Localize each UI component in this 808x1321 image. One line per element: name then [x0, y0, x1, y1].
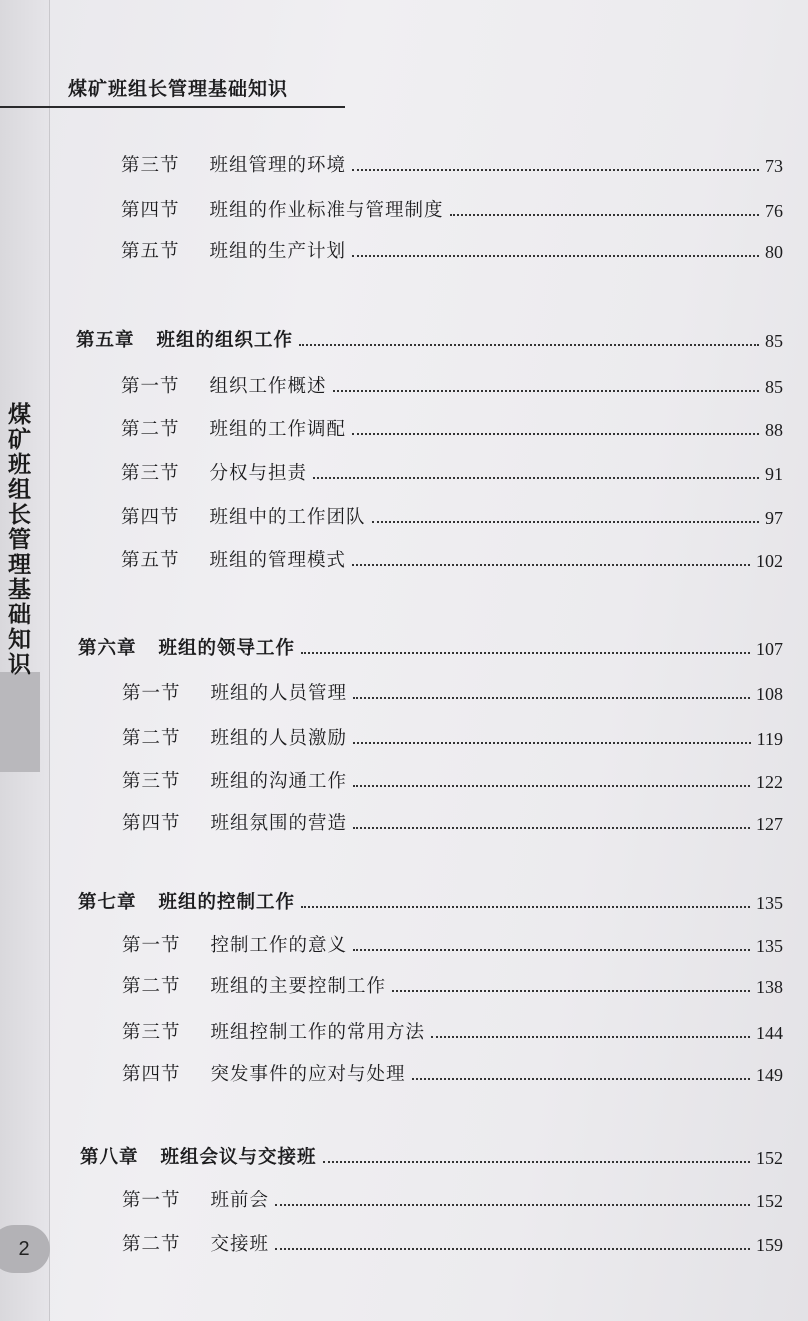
toc-entry-page: 108	[756, 684, 783, 704]
toc-dot-leader	[352, 254, 759, 257]
toc-entry-label: 第二节	[122, 1234, 181, 1255]
toc-dot-leader	[275, 1203, 750, 1206]
toc-chapter-entry	[78, 884, 783, 914]
toc-entry-page: 127	[756, 814, 783, 834]
toc-chapter-entry	[80, 1139, 783, 1169]
toc-entry-page: 138	[756, 977, 783, 997]
toc-entry-page: 85	[765, 331, 783, 351]
toc-dot-leader	[431, 1035, 750, 1038]
toc-dot-leader	[392, 989, 750, 992]
toc-dot-leader	[333, 389, 759, 392]
toc-dot-leader	[353, 948, 750, 951]
toc-entry	[122, 1226, 783, 1256]
toc-entry-page: 119	[756, 729, 783, 749]
toc-entry-label: 第二节	[121, 419, 180, 440]
toc-entry-page: 135	[756, 893, 783, 913]
toc-entry-page: 91	[765, 464, 783, 484]
toc-entry-title: 班组控制工作的常用方法	[210, 1022, 426, 1043]
toc-entry-page: 152	[756, 1148, 783, 1168]
toc-entry-label: 第三节	[121, 155, 180, 176]
toc-entry-title: 组织工作概述	[209, 376, 327, 397]
toc-dot-leader	[352, 168, 759, 171]
toc-entry-page: 85	[765, 377, 783, 397]
toc-dot-leader	[353, 784, 750, 787]
toc-entry-label: 第四节	[121, 507, 180, 528]
toc-dot-leader	[353, 826, 750, 829]
toc-entry-page: 159	[756, 1235, 783, 1255]
running-head-title: 煤矿班组长管理基础知识	[68, 78, 289, 100]
toc-entry-title: 班组的作业标准与管理制度	[209, 200, 444, 221]
toc-entry-title: 班组的人员激励	[210, 728, 348, 749]
toc-dot-leader	[450, 213, 759, 216]
toc-entry-page: 97	[765, 508, 783, 528]
toc-dot-leader	[353, 741, 751, 744]
toc-entry-title: 班组中的工作团队	[209, 507, 366, 528]
toc-entry	[122, 763, 783, 793]
toc-dot-leader	[275, 1247, 750, 1250]
toc-entry-label: 第二节	[122, 728, 181, 749]
toc-dot-leader	[301, 905, 750, 908]
toc-entry-label: 第一节	[122, 683, 181, 704]
toc-entry-page: 76	[765, 201, 783, 221]
toc-chapter-entry	[76, 322, 783, 352]
toc-entry-title: 交接班	[210, 1234, 270, 1255]
toc-entry	[122, 927, 783, 957]
toc-entry	[121, 233, 783, 263]
toc-entry-label: 第一节	[122, 935, 181, 956]
toc-chapter-label: 第七章	[78, 892, 137, 913]
toc-dot-leader	[353, 696, 750, 699]
toc-entry-title: 班组管理的环境	[209, 155, 347, 176]
spine-book-title: 煤矿班组长管理基础知识	[4, 402, 30, 677]
toc-entry	[121, 411, 783, 441]
toc-entry-page: 107	[756, 639, 783, 659]
toc-entry-page: 135	[756, 936, 783, 956]
toc-entry-title: 控制工作的意义	[210, 935, 348, 956]
toc-entry	[122, 720, 783, 750]
toc-entry-page: 80	[765, 242, 783, 262]
toc-entry	[122, 1182, 783, 1212]
toc-entry-label: 第三节	[121, 463, 180, 484]
toc-entry-label: 第二节	[122, 976, 181, 997]
toc-chapter-label: 第八章	[80, 1147, 139, 1168]
toc-chapter-title: 班组的控制工作	[158, 892, 296, 913]
toc-chapter-label: 第五章	[76, 330, 135, 351]
toc-dot-leader	[412, 1077, 750, 1080]
toc-entry-page: 88	[765, 420, 783, 440]
toc-entry-label: 第四节	[122, 813, 181, 834]
toc-entry-page: 73	[765, 156, 783, 176]
toc-entry-page: 152	[756, 1191, 783, 1211]
toc-entry-title: 班组氛围的营造	[210, 813, 348, 834]
toc-entry-title: 分权与担责	[209, 463, 308, 484]
toc-dot-leader	[299, 343, 759, 346]
toc-entry-title: 班组的沟通工作	[210, 771, 348, 792]
toc-entry	[121, 542, 783, 572]
toc-entry	[122, 675, 783, 705]
toc-entry	[121, 147, 783, 177]
toc-entry	[122, 1014, 783, 1044]
toc-chapter-title: 班组的领导工作	[158, 638, 296, 659]
toc-dot-leader	[301, 651, 750, 654]
toc-chapter-entry	[78, 630, 783, 660]
toc-dot-leader	[352, 563, 750, 566]
toc-entry-page: 102	[756, 551, 783, 571]
toc-entry-label: 第三节	[122, 771, 181, 792]
toc-chapter-title: 班组会议与交接班	[160, 1147, 317, 1168]
toc-entry-title: 班组的主要控制工作	[210, 976, 387, 997]
toc-entry-label: 第五节	[121, 550, 180, 571]
toc-entry-title: 班前会	[210, 1190, 270, 1211]
toc-entry-label: 第五节	[121, 241, 180, 262]
toc-entry	[121, 499, 783, 529]
toc-entry-label: 第四节	[121, 200, 180, 221]
toc-entry-page: 122	[756, 772, 783, 792]
toc-entry	[121, 368, 783, 398]
toc-entry-page: 144	[756, 1023, 783, 1043]
toc-chapter-title: 班组的组织工作	[156, 330, 294, 351]
toc-entry-label: 第一节	[122, 1190, 181, 1211]
toc-entry-title: 班组的人员管理	[210, 683, 348, 704]
toc-entry	[122, 1056, 783, 1086]
toc-entry-label: 第三节	[122, 1022, 181, 1043]
toc-entry-title: 班组的管理模式	[209, 550, 347, 571]
toc-entry-title: 班组的工作调配	[209, 419, 347, 440]
toc-entry-title: 突发事件的应对与处理	[210, 1064, 406, 1085]
toc-entry	[122, 968, 783, 998]
toc-dot-leader	[372, 520, 759, 523]
toc-entry-label: 第一节	[121, 376, 180, 397]
toc-entry-label: 第四节	[122, 1064, 181, 1085]
toc-entry-title: 班组的生产计划	[209, 241, 347, 262]
toc-entry-page: 149	[756, 1065, 783, 1085]
toc-dot-leader	[313, 476, 759, 479]
toc-dot-leader	[323, 1160, 750, 1163]
toc-dot-leader	[352, 432, 759, 435]
page-number-badge: 2	[0, 1225, 50, 1273]
toc-entry	[121, 192, 783, 222]
toc-chapter-label: 第六章	[78, 638, 137, 659]
toc-entry	[121, 455, 783, 485]
toc-entry	[122, 805, 783, 835]
